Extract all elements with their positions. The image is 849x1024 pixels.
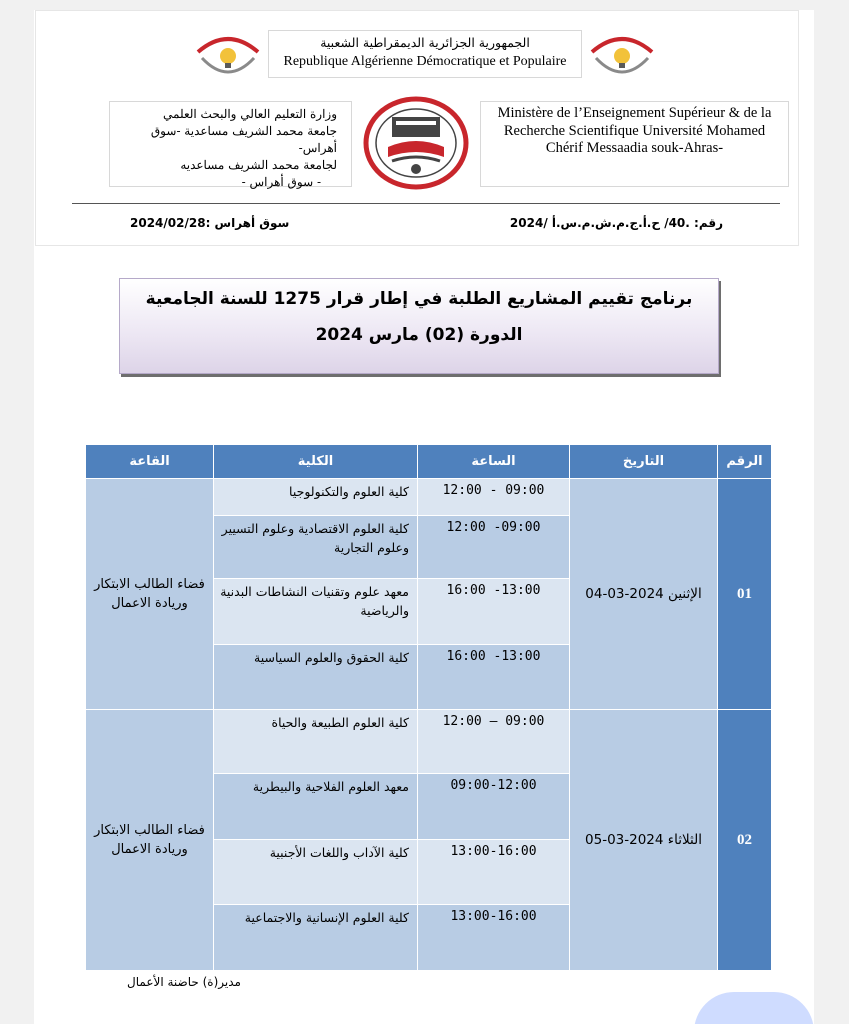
reference-number: رقم: .40/ ح.أ.ج.م.ش.م.س.أ /2024 xyxy=(509,216,723,230)
header-number: الرقم xyxy=(718,445,772,479)
row-time: 09:00- 12:00 xyxy=(418,516,570,579)
ministry-arabic-line: وزارة التعليم العالي والبحث العلمي xyxy=(163,107,337,121)
group-number: 01 xyxy=(718,479,772,710)
republic-french: Republique Algérienne Démocratique et Populaire xyxy=(283,54,567,69)
row-time: 13:00- 16:00 xyxy=(418,645,570,710)
row-faculty: كلية العلوم الإنسانية والاجتماعية xyxy=(214,905,418,971)
header-faculty: الكلية xyxy=(214,445,418,479)
incubator-logo-left xyxy=(192,22,264,76)
row-faculty: كلية العلوم والتكنولوجيا xyxy=(214,479,418,516)
row-time: 13:00-16:00 xyxy=(418,840,570,905)
republic-arabic: الجمهورية الجزائرية الديمقراطية الشعبية xyxy=(320,35,530,50)
program-title: برنامج تقييم المشاريع الطلبة في إطار قرار 1275 للسنة الجامعية xyxy=(145,289,693,309)
group-room: فضاء الطالب الابتكار وريادة الاعمال xyxy=(86,710,214,971)
row-faculty: كلية العلوم الطبيعة والحياة xyxy=(214,710,418,774)
ministry-arabic-line: جامعة محمد الشريف مساعدية -سوق أهراس- xyxy=(150,124,337,155)
table-row xyxy=(86,710,772,774)
header-time: الساعة xyxy=(418,445,570,479)
row-faculty: كلية العلوم الاقتصادية وعلوم التسيير وعلوم التجارية xyxy=(214,516,418,579)
row-time: 09:00 - 12:00 xyxy=(418,479,570,516)
ministry-arabic-box xyxy=(109,101,352,187)
ministry-arabic-line: - سوق أهراس - xyxy=(241,175,321,189)
director-signature-label: مدير(ة) حاضنة الأعمال xyxy=(127,975,241,989)
table-row xyxy=(86,479,772,516)
row-time: 09:00-12:00 xyxy=(418,774,570,840)
group-room: فضاء الطالب الابتكار وريادة الاعمال xyxy=(86,479,214,710)
schedule-table xyxy=(85,444,772,971)
row-faculty: كلية الآداب واللغات الأجنبية xyxy=(214,840,418,905)
row-faculty: معهد العلوم الفلاحية والبيطرية xyxy=(214,774,418,840)
group-date: الإثنين 2024-03-04 xyxy=(570,479,718,710)
university-seal-icon xyxy=(362,95,470,191)
header-divider xyxy=(72,203,780,204)
header-date: التاريخ xyxy=(570,445,718,479)
program-title-box xyxy=(119,278,719,374)
row-time: 13:00-16:00 xyxy=(418,905,570,971)
row-time: 13:00- 16:00 xyxy=(418,579,570,645)
row-faculty: كلية الحقوق والعلوم السياسية xyxy=(214,645,418,710)
ministry-arabic-line: لجامعة محمد الشريف مساعديه xyxy=(180,158,337,172)
ministry-french-box: Ministère de l’Enseignement Supérieur & de la Recherche Scientifique Université Mohamed Chérif Messaadia souk-Ahras- xyxy=(480,101,789,187)
header-room: القاعة xyxy=(86,445,214,479)
group-date: الثلاثاء 2024-03-05 xyxy=(570,710,718,971)
session-subtitle: الدورة (02) مارس 2024 xyxy=(315,325,523,345)
incubator-logo-right xyxy=(586,22,658,76)
table-header-row xyxy=(86,445,772,479)
group-number: 02 xyxy=(718,710,772,971)
republic-header xyxy=(268,30,582,78)
reference-date: سوق أهراس :2024/02/28 xyxy=(130,216,290,230)
row-faculty: معهد علوم وتقنيات النشاطات البدنية والرياضية xyxy=(214,579,418,645)
row-time: 09:00 – 12:00 xyxy=(418,710,570,774)
